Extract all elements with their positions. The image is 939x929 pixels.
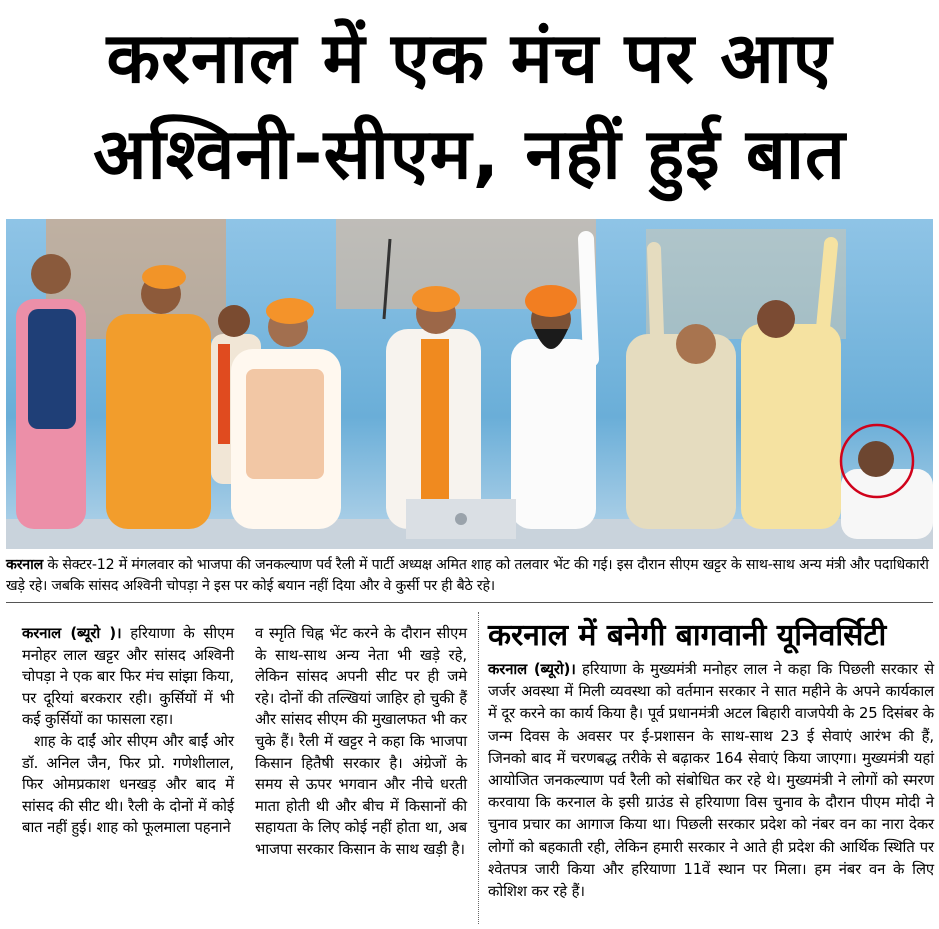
story-2-dateline: करनाल (ब्यूरो)।	[488, 661, 576, 678]
story-1-paragraph-2: शाह के दाईं ओर सीएम और बाईं ओर डॉ. अनिल जैन, फिर प्रो. गणेशीलाल, फिर ओमप्रकाश धनखड़ और बाद में सांसद की सीट थी। रैली के दोनों में कोई बात नहीं हुई। शाह को फूलमाला पहनाने	[22, 732, 234, 837]
story-1-column-1	[22, 623, 234, 839]
story-1-paragraph-3: व स्मृति चिह्न भेंट करने के दौरान सीएम के साथ-साथ अन्य नेता भी खड़े रहे, लेकिन सांसद अपनी सीट पर ही जमे रहे। दोनों की तल्खियां जाहिर हो चुकी हैं और सांसद सीएम की मुखालफत भी कर चुके हैं। रैली में खट्टर ने कहा कि भाजपा किसान हितैषी सरकार है। अंग्रेजों के समय से ऊपर भगवान और नीचे धरती माता होती थी और बीच में किसानों की सहायता के लिए कोई नहीं होता था, अब भाजपा सरकार किसान के साथ खड़ी है।	[255, 625, 467, 858]
story-1-column-2	[255, 623, 467, 861]
caption-text: के सेक्टर-12 में मंगलवार को भाजपा की जनकल्याण पर्व रैली में पार्टी अध्यक्ष अमित शाह को तलवार भेंट की गई। इस दौरान सीएम खट्टर के साथ-साथ अन्य मंत्री और पदाधिकारी खड़े रहे। जबकि सांसद अश्विनी चोपड़ा ने इस पर कोई बयान नहीं दिया और वे कुर्सी पर ही बैठे रहे।	[6, 557, 929, 594]
rally-stage-photo	[6, 219, 933, 549]
section-divider	[6, 602, 933, 603]
story-2-text: हरियाणा के मुख्यमंत्री मनोहर लाल ने कहा कि पिछली सरकार से जर्जर अवस्था में मिली व्यवस्था को वर्तमान सरकार ने सात महीने के अपने कार्यकाल में दूर करने का कार्य किया है। पूर्व प्रधानमंत्री अटल बिहारी वाजपेयी के 25 दिसंबर के जन्म दिवस के अवसर पर ई-प्रशासन के साथ-साथ 23 ई सेवाएं आरंभ की हैं, जिनको बाद में चरणबद्ध तरीके से बढ़ाकर 164 सेवाएं किया जाएगा। मुख्यमंत्री यहां आयोजित जनकल्याण पर्व रैली को संबोधित कर रहे थे। मुख्यमंत्री ने लोगों को स्मरण करवाया कि करनाल के इसी ग्राउंड से हरियाणा विस चुनाव के दौरान पीएम मोदी ने चुनाव प्रचार का आगाज किया था। पिछली सरकार प्रदेश को नंबर वन का नारा देकर लोगों को बहकाती रही, लेकिन हमारी सरकार ने आते ही प्रदेश की आर्थिक स्थिति पर श्वेतपत्र जारी किया और हरियाणा 11वें स्थान पर मिला। हम नंबर वन के लिए कोशिश कर रहे हैं।	[488, 661, 934, 901]
column-divider	[478, 612, 479, 924]
headline-line-2: अश्विनी-सीएम, नहीं हुई बात	[93, 113, 846, 195]
headline-line-1: करनाल में एक मंच पर आए	[106, 17, 833, 99]
story-1-dateline: करनाल (ब्यूरो )।	[22, 625, 122, 642]
photo-caption	[6, 555, 933, 597]
caption-dateline: करनाल	[6, 557, 44, 573]
story-2-body	[488, 659, 934, 903]
story-1-paragraph-1: हरियाणा के सीएम मनोहर लाल खट्टर और सांसद अश्विनी चोपड़ा ने एक बार फिर मंच सांझा किया, पर दूरियां बरकरार रही। कुर्सियों में भी कई कुर्सियों का फासला रहा।	[22, 625, 234, 729]
story-2-headline: करनाल में बनेगी बागवानी यूनिवर्सिटी	[488, 618, 887, 653]
